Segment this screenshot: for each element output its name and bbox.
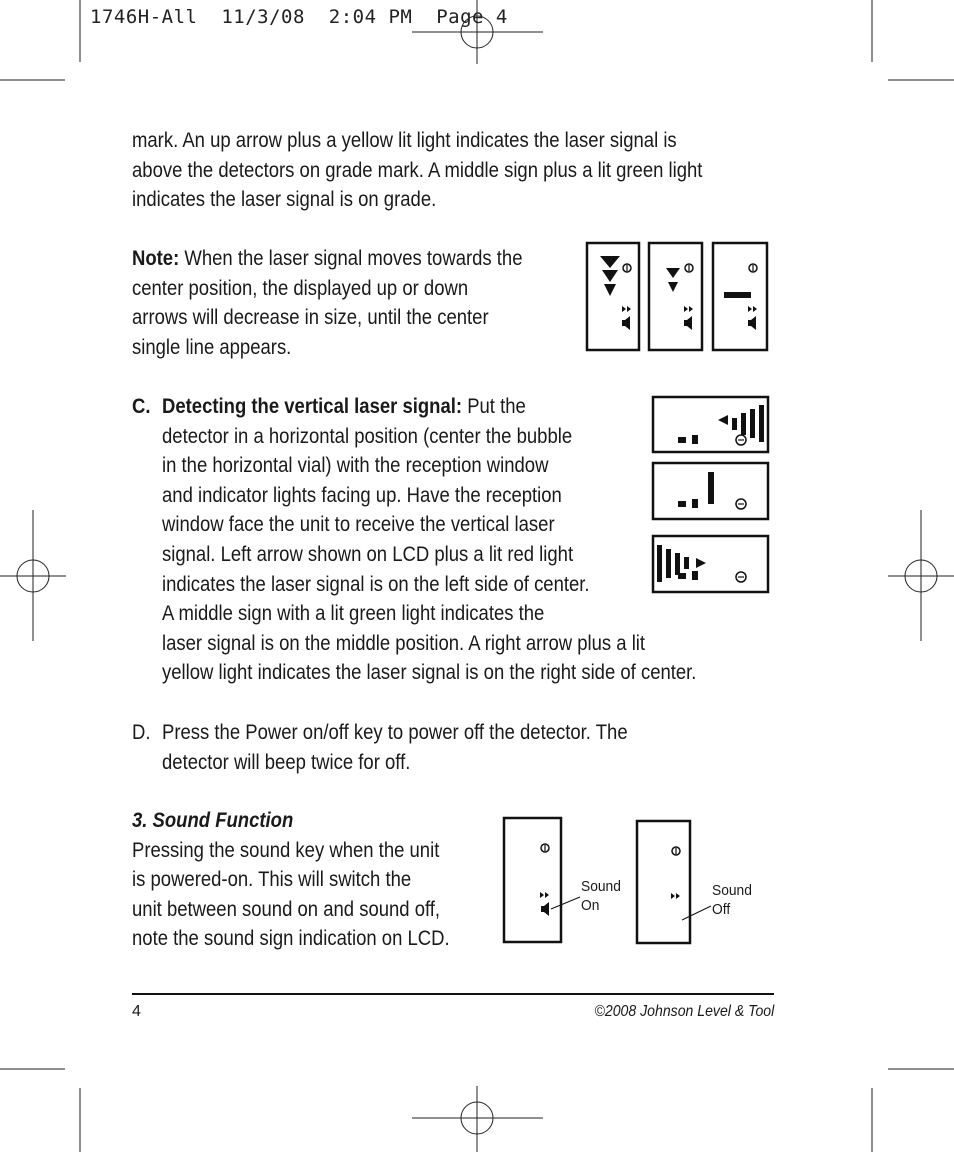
copyright: ©2008 Johnson Level & Tool [594, 1003, 774, 1020]
bubble-icon [678, 435, 698, 444]
text-line: indicates the laser signal is on the left side of center. [162, 571, 590, 596]
skip-icon [622, 306, 631, 312]
lcd-left-arrow [653, 397, 768, 452]
text-line: yellow light indicates the laser signal is on the right side of center. [162, 660, 697, 685]
lcd-horizontal-figure [653, 397, 768, 592]
text-line: window face the unit to receive the vertical laser [162, 512, 555, 537]
page-number: 4 [132, 1003, 141, 1020]
lcd-center-line [713, 243, 767, 350]
lcd-sequence-figure [587, 243, 767, 350]
text-line: mark. An up arrow plus a yellow lit light indicates the laser signal is [132, 128, 677, 152]
text-line: in the horizontal vial) with the reception window [162, 453, 549, 478]
note-first-line: When the laser signal moves towards the [179, 246, 523, 270]
text-line: A middle sign with a lit green light indicates the [162, 601, 545, 626]
sound-icon [684, 316, 692, 330]
print-slug: 1746H-All 11/3/08 2:04 PM Page 4 [90, 6, 508, 28]
sound-icon [748, 316, 756, 330]
text-line: unit between sound on and sound off, [132, 896, 441, 921]
lcd-middle-bar [653, 463, 768, 519]
lcd-large-arrow [587, 243, 639, 350]
sound-on-label-line1: Sound [581, 878, 621, 895]
text-line: single line appears. [132, 334, 292, 359]
section-c-first-line: Put the [462, 394, 526, 418]
text-line: above the detectors on grade mark. A middle sign plus a lit green light [132, 157, 703, 182]
text-line: center position, the displayed up or down [132, 275, 469, 300]
sound-on-label [581, 877, 621, 915]
skip-icon [748, 306, 757, 312]
section-c-heading: Detecting the vertical laser signal: [162, 394, 463, 418]
footer-rule [132, 993, 774, 995]
sound-off-label [712, 881, 752, 919]
skip-icon [684, 306, 693, 312]
sound-icon [622, 316, 630, 330]
text-line: arrows will decrease in size, until the center [132, 305, 489, 330]
lcd-right-arrow [653, 536, 768, 592]
section-c-marker: C. [132, 394, 151, 418]
text-line: Press the Power on/off key to power off the detector. The [162, 720, 628, 744]
text-line: detector in a horizontal position (center the bubble [162, 423, 573, 448]
text-line: note the sound sign indication on LCD. [132, 926, 450, 951]
text-line: signal. Left arrow shown on LCD plus a lit red light [162, 541, 574, 566]
skip-icon [540, 892, 549, 898]
text-line: is powered-on. This will switch the [132, 867, 412, 892]
note-label: Note: [132, 246, 180, 270]
lcd-medium-arrow [649, 243, 702, 350]
section-d-marker: D. [132, 720, 151, 744]
lcd-sound-on [504, 818, 580, 942]
sound-icon [541, 902, 549, 916]
sound-off-label-line2: Off [712, 901, 731, 918]
sound-off-label-line1: Sound [712, 882, 752, 899]
sound-on-label-line2: On [581, 897, 600, 914]
sound-heading: 3. Sound Function [132, 808, 294, 832]
bubble-icon [678, 571, 698, 580]
lcd-sound-off [637, 821, 711, 943]
text-line: and indicator lights facing up. Have the reception [162, 482, 562, 507]
text-line: laser signal is on the middle position. A right arrow plus a lit [162, 630, 646, 655]
bubble-icon [678, 499, 698, 508]
text-line: Pressing the sound key when the unit [132, 837, 440, 862]
skip-icon [671, 893, 680, 899]
text-line: indicates the laser signal is on grade. [132, 187, 437, 212]
text-line: detector will beep twice for off. [162, 749, 411, 774]
